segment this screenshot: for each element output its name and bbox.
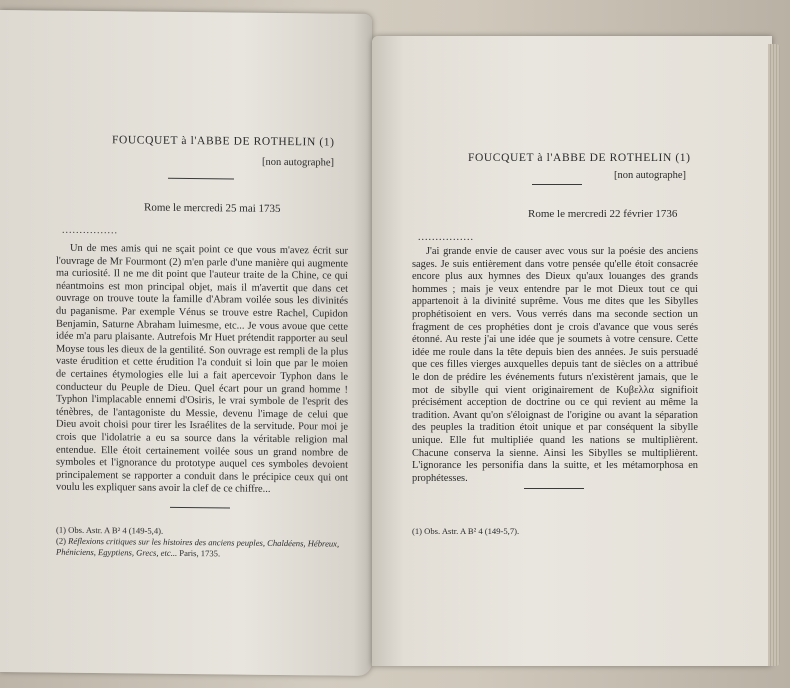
- left-footnote-1: (1) Obs. Astr. A B² 4 (149-5,4).: [56, 524, 164, 536]
- left-letter-body: Un de mes amis qui ne sçait point ce que vous m'avez écrit sur l'ouvrage de Mr Fourmont (2) m'en parle d'une manière qui augmente ma curiosité. Il ne me dit point que l'auteur traite de la Chine, ce qui néantmoins est mon principal objet, mais il m'avertit que dans cet ouvrage on trouve toute la famille d'Abram voilée sous les divinités du paganisme. Par exemple Vénus se trouve estre Rachel, Cupidon Benjamin, Saturne Abraham luimesme, etc... Je vous avoue que cette idée m'a paru plaisante. Autrefois Mr Huet prétendit rapporter au seul Moyse tous les dieux de la gentilité. Son ouvrage est rempli de la plus vaste érudition et cette érudition l'a conduit si loin que par le moien de certaines étymologies elle lui a fait apercevoir Typhon dans le conducteur du Peuple de Dieu. Quel écart pour un grand homme ! Typhon l'implacable ennemi d'Osiris, le vrai symbole de l'esprit des ténèbres, de l'antagoniste du Messie, devenu l'image de celui que Dieu avoit choisi pour tirer les Israélites de la servitude. Pour moi je crois que l'idolatrie a eu sa source dans la véritable religion mal entendue. Elle étoit certainement voilée sous un grand nombre de symboles et l'ignorance du prototype auquel ces symboles devoient principalement se rapporter a conduit dans le précipice ceux qui ont voulu les expliquer sans avoir la clef de ce chiffre...: [56, 242, 348, 496]
- footnote-2-title: Réflexions critiques sur les histoires des anciens peuples, Chaldéens, Hébreux, Phéniciens, Egyptiens, Grecs, etc...: [56, 535, 340, 558]
- book-page-edges: [768, 44, 780, 666]
- left-date-line: Rome le mercredi 25 mai 1735: [144, 201, 281, 215]
- footnote-2-prefix: (2): [56, 535, 69, 546]
- right-date-line: Rome le mercredi 22 février 1736: [528, 208, 678, 220]
- left-letter-heading: FOUCQUET à l'ABBE DE ROTHELIN (1): [112, 134, 335, 149]
- right-heading-rule: [532, 184, 582, 185]
- left-footnote-2: [56, 536, 356, 561]
- right-page: [372, 36, 772, 666]
- left-bracket-note: [non autographe]: [262, 156, 335, 169]
- left-page: [0, 10, 372, 676]
- left-body-rule: [170, 507, 230, 509]
- footnote-2-suffix: Paris, 1735.: [177, 547, 221, 559]
- right-ellipsis: ................: [418, 232, 474, 243]
- right-footnote-1: (1) Obs. Astr. A B² 4 (149-5,7).: [412, 526, 520, 536]
- right-body-rule: [524, 488, 584, 489]
- left-heading-rule: [168, 178, 234, 180]
- left-ellipsis: ................: [62, 224, 118, 237]
- left-footnotes: [56, 525, 356, 561]
- right-bracket-note: [non autographe]: [614, 170, 687, 181]
- right-letter-body: J'ai grande envie de causer avec vous sur la poésie des anciens sages. Je suis entièrement dans votre pensée qu'elle étoit consacrée encore plus aux hymnes des Dieux qu'aux louanges des grands hommes ; mais je veux entendre par le mot Dieux tout ce qui appartenoit à la divinité suprême. Vous me dites que les Sibylles prophétisoient en vers. Vous verrés dans ma seconde section un fragment de ces prophéties dont je crois d'avance que vous serés étonné. Au reste j'ai une idée que je soumets à votre censure. Cette idée me roule dans la tête depuis bien des années. Je suis persuadé que ces filles vierges auxquelles depuis tant de siècles on a attribué le don de prédire les événements futurs n'existèrent jamais, que le mot de sibylle qui vient originairement de Κυβελλα signifioit précisément acception de doctrine ou ce qui revient au même la tradition. Avant qu'on s'éloignast de l'origine ou avant la séparation des peuples la tradition étoit unique et par conséquent la sibylle unique. Elle fut multipliée quand les nations se multiplièrent. Chacune conserva la sienne. Ainsi les Sibylles se multiplièrent. L'ignorance les personifia dans la suitte, et les métamorphosa en prophétesses.: [412, 246, 698, 484]
- right-letter-heading: FOUCQUET à l'ABBE DE ROTHELIN (1): [468, 152, 691, 164]
